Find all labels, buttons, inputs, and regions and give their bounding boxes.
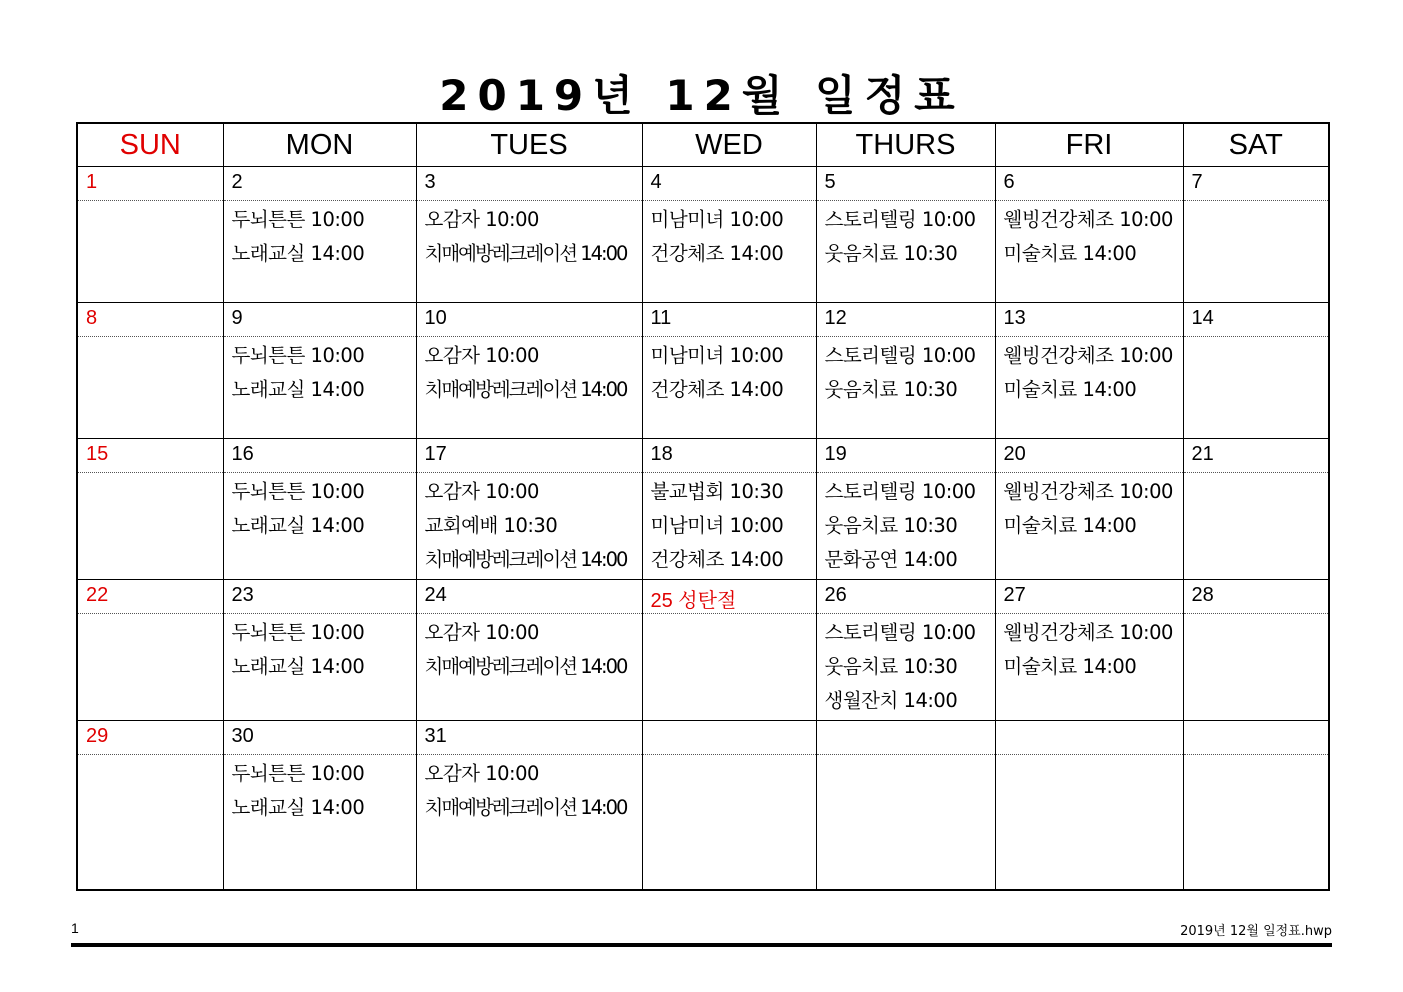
- day-events-cell: [816, 613, 995, 720]
- event-item: 미남미녀 10:00: [650, 513, 784, 537]
- event-item: 치매예방레크레이션 14:00: [424, 547, 627, 571]
- weekday-header-wed: WED: [642, 123, 816, 166]
- week-events-row: [77, 613, 1329, 720]
- event-item: 건강체조 14:00: [650, 377, 784, 401]
- day-events-cell: [816, 472, 995, 579]
- week-date-row: [77, 302, 1329, 336]
- day-number: 1: [77, 166, 223, 200]
- week-date-row: [77, 438, 1329, 472]
- event-item: 미술치료 14:00: [1003, 654, 1137, 678]
- day-number: [1183, 720, 1329, 754]
- day-events-cell: [416, 613, 642, 720]
- day-events-cell: [816, 336, 995, 438]
- day-number: 11: [642, 302, 816, 336]
- day-events-cell: [995, 336, 1183, 438]
- day-events-cell: [416, 754, 642, 890]
- day-events-cell: [416, 200, 642, 302]
- event-item: 불교법회 10:30: [650, 479, 784, 503]
- day-events-cell: [223, 200, 416, 302]
- event-item: 두뇌튼튼 10:00: [231, 343, 365, 367]
- event-item: 치매예방레크레이션 14:00: [424, 377, 627, 401]
- event-item: 스토리텔링 10:00: [824, 620, 976, 644]
- day-number: 31: [416, 720, 642, 754]
- weekday-header-fri: FRI: [995, 123, 1183, 166]
- day-number: 10: [416, 302, 642, 336]
- footer-filename: 2019년 12월 일정표.hwp: [1180, 924, 1332, 939]
- day-events-cell: [1183, 472, 1329, 579]
- weekday-header-thurs: THURS: [816, 123, 995, 166]
- day-number: 4: [642, 166, 816, 200]
- event-item: 미남미녀 10:00: [650, 207, 784, 231]
- day-number: 24: [416, 579, 642, 613]
- day-events-cell: [223, 754, 416, 890]
- day-number: 19: [816, 438, 995, 472]
- day-number: 23: [223, 579, 416, 613]
- page-title: 2019년 12월 일정표: [439, 71, 964, 120]
- event-item: 오감자 10:00: [424, 620, 539, 644]
- event-item: 미술치료 14:00: [1003, 377, 1137, 401]
- weekday-header-sun: SUN: [77, 123, 223, 166]
- day-number: 21: [1183, 438, 1329, 472]
- day-number: 13: [995, 302, 1183, 336]
- day-number: 28: [1183, 579, 1329, 613]
- event-item: 노래교실 14:00: [231, 241, 365, 265]
- event-item: 웃음치료 10:30: [824, 654, 958, 678]
- week-events-row: [77, 336, 1329, 438]
- weekday-header-tues: TUES: [416, 123, 642, 166]
- day-number: 7: [1183, 166, 1329, 200]
- day-events-cell: [816, 754, 995, 890]
- day-events-cell: [642, 472, 816, 579]
- event-item: 치매예방레크레이션 14:00: [424, 654, 627, 678]
- day-number: 22: [77, 579, 223, 613]
- event-item: 두뇌튼튼 10:00: [231, 207, 365, 231]
- day-number: 6: [995, 166, 1183, 200]
- day-events-cell: [642, 613, 816, 720]
- day-number: 27: [995, 579, 1183, 613]
- event-item: 웰빙건강체조 10:00: [1003, 343, 1173, 367]
- weekday-header-sat: SAT: [1183, 123, 1329, 166]
- day-number: 26: [816, 579, 995, 613]
- day-events-cell: [223, 472, 416, 579]
- day-number: 18: [642, 438, 816, 472]
- day-number: 5: [816, 166, 995, 200]
- day-number: 8: [77, 302, 223, 336]
- event-item: 노래교실 14:00: [231, 377, 365, 401]
- event-item: 노래교실 14:00: [231, 513, 365, 537]
- event-item: 두뇌튼튼 10:00: [231, 761, 365, 785]
- day-number: 16: [223, 438, 416, 472]
- day-events-cell: [1183, 336, 1329, 438]
- day-events-cell: [77, 336, 223, 438]
- page-number: 1: [71, 920, 79, 936]
- event-item: 오감자 10:00: [424, 343, 539, 367]
- day-events-cell: [995, 613, 1183, 720]
- day-number: 3: [416, 166, 642, 200]
- week-date-row: [77, 166, 1329, 200]
- event-item: 스토리텔링 10:00: [824, 479, 976, 503]
- day-number: [995, 720, 1183, 754]
- day-number: 9: [223, 302, 416, 336]
- day-number: 20: [995, 438, 1183, 472]
- day-events-cell: [416, 472, 642, 579]
- day-events-cell: [77, 472, 223, 579]
- event-item: 오감자 10:00: [424, 761, 539, 785]
- event-item: 문화공연 14:00: [824, 547, 958, 571]
- event-item: 두뇌튼튼 10:00: [231, 620, 365, 644]
- day-events-cell: [77, 200, 223, 302]
- event-item: 미술치료 14:00: [1003, 241, 1137, 265]
- week-events-row: [77, 472, 1329, 579]
- event-item: 오감자 10:00: [424, 479, 539, 503]
- day-number: 2: [223, 166, 416, 200]
- event-item: 치매예방레크레이션 14:00: [424, 241, 627, 265]
- weekday-header-mon: MON: [223, 123, 416, 166]
- event-item: 오감자 10:00: [424, 207, 539, 231]
- event-item: 미남미녀 10:00: [650, 343, 784, 367]
- day-number: 25 성탄절: [642, 579, 816, 613]
- day-events-cell: [642, 200, 816, 302]
- weekday-header-row: [77, 123, 1329, 166]
- event-item: 웃음치료 10:30: [824, 377, 958, 401]
- day-number: [816, 720, 995, 754]
- week-date-row: [77, 579, 1329, 613]
- day-number: 30: [223, 720, 416, 754]
- event-item: 웰빙건강체조 10:00: [1003, 479, 1173, 503]
- day-events-cell: [642, 754, 816, 890]
- day-events-cell: [1183, 754, 1329, 890]
- week-date-row: [77, 720, 1329, 754]
- footer-divider: [71, 943, 1332, 947]
- event-item: 치매예방레크레이션 14:00: [424, 795, 627, 819]
- event-item: 두뇌튼튼 10:00: [231, 479, 365, 503]
- day-number: 29: [77, 720, 223, 754]
- day-events-cell: [77, 754, 223, 890]
- event-item: 웰빙건강체조 10:00: [1003, 620, 1173, 644]
- day-events-cell: [416, 336, 642, 438]
- event-item: 미술치료 14:00: [1003, 513, 1137, 537]
- calendar-table: [76, 122, 1330, 891]
- event-item: 스토리텔링 10:00: [824, 343, 976, 367]
- day-events-cell: [1183, 200, 1329, 302]
- event-item: 건강체조 14:00: [650, 241, 784, 265]
- day-events-cell: [816, 200, 995, 302]
- day-number: 15: [77, 438, 223, 472]
- event-item: 생월잔치 14:00: [824, 688, 958, 712]
- day-number: [642, 720, 816, 754]
- day-events-cell: [642, 336, 816, 438]
- event-item: 노래교실 14:00: [231, 654, 365, 678]
- week-events-row: [77, 754, 1329, 890]
- day-events-cell: [995, 472, 1183, 579]
- day-events-cell: [223, 613, 416, 720]
- day-events-cell: [223, 336, 416, 438]
- day-events-cell: [995, 200, 1183, 302]
- event-item: 노래교실 14:00: [231, 795, 365, 819]
- day-number: 17: [416, 438, 642, 472]
- day-events-cell: [77, 613, 223, 720]
- event-item: 웃음치료 10:30: [824, 513, 958, 537]
- event-item: 건강체조 14:00: [650, 547, 784, 571]
- event-item: 웃음치료 10:30: [824, 241, 958, 265]
- day-number: 12: [816, 302, 995, 336]
- event-item: 스토리텔링 10:00: [824, 207, 976, 231]
- event-item: 웰빙건강체조 10:00: [1003, 207, 1173, 231]
- day-events-cell: [1183, 613, 1329, 720]
- day-events-cell: [995, 754, 1183, 890]
- event-item: 교회예배 10:30: [424, 513, 558, 537]
- week-events-row: [77, 200, 1329, 302]
- day-number: 14: [1183, 302, 1329, 336]
